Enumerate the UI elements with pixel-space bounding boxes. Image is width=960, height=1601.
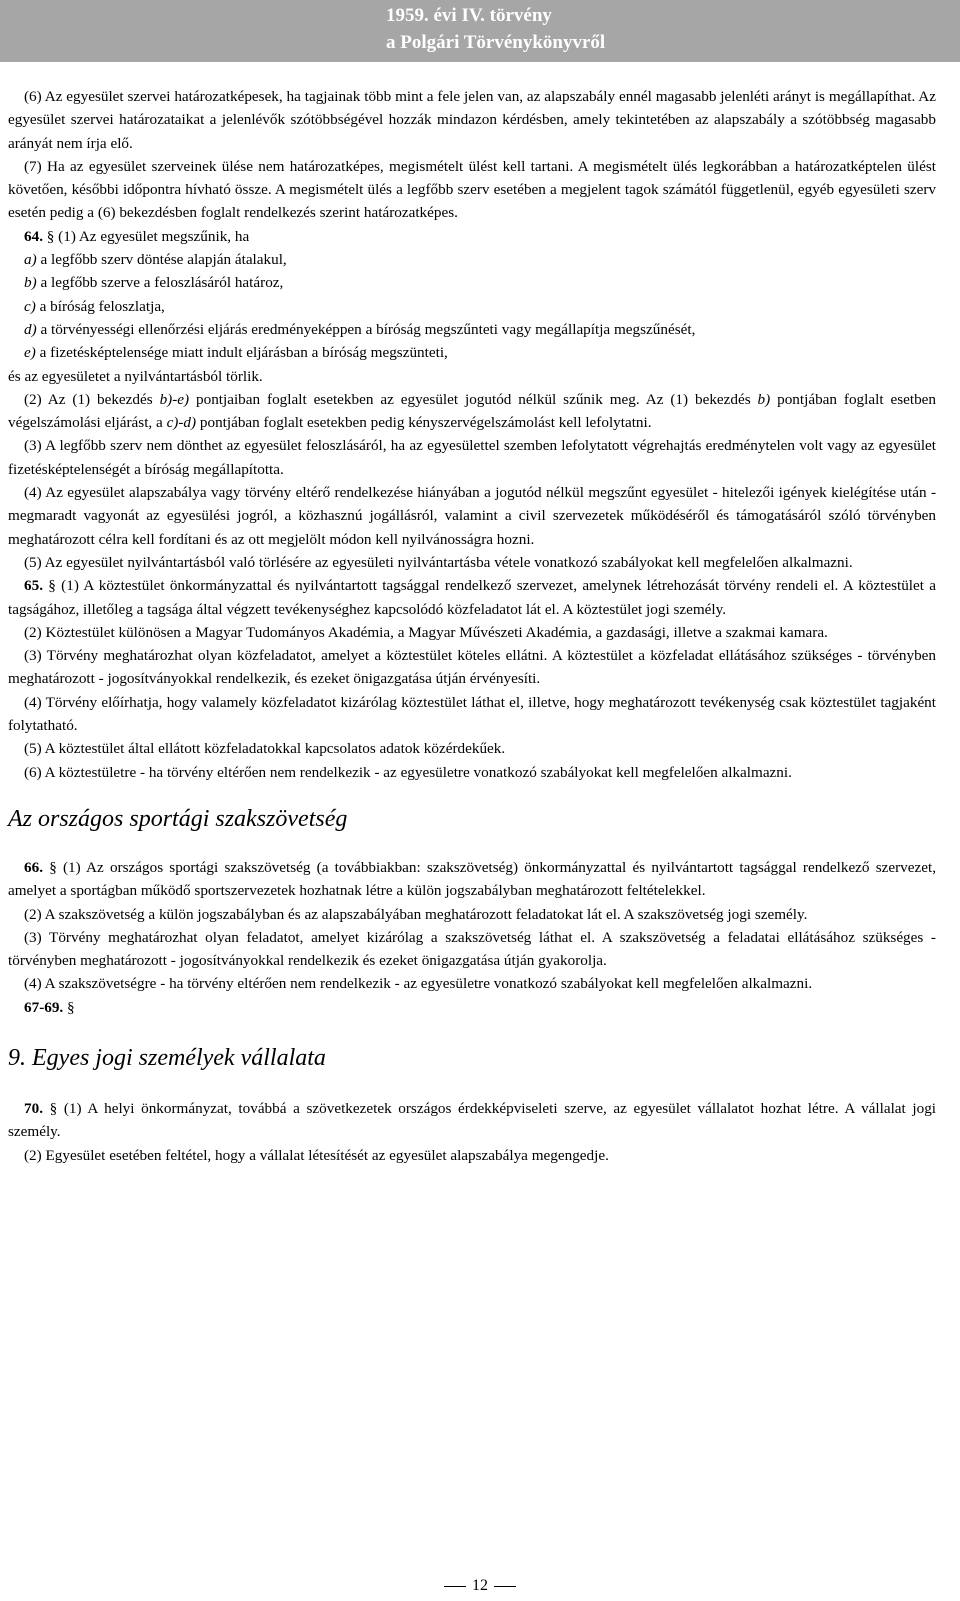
paragraph: (6) Az egyesület szervei határozatképesek, ha tagjainak több mint a fele jelen van, az alapszabály ennél magasabb jelenléti arányt is megállapíthat. Az egyesület szervei határozataikat a jelenlévők szótöbbségével hozzák mindazon kérdésben, amely tekintetében az alapszabály a szótöbbség magasabb arányát nem írja elő. — [8, 88, 936, 152]
list-item — [8, 248, 936, 271]
page-footer — [0, 1576, 960, 1596]
section-number: 65. — [24, 577, 43, 595]
paragraph: (3) Törvény meghatározhat olyan feladatot, amelyet kizárólag a szakszövetség láthat el. A szakszövetség a feladatai ellátásához szükséges - törvényben meghatározott - jogosítványokkal rendelkezik és ezeket önigazgatása útján gyakorolja. — [8, 928, 936, 970]
paragraph: (2) A szakszövetség a külön jogszabályban és az alapszabályában meghatározott feladatokat lát el. A szakszövetség jogi személy. — [24, 905, 808, 923]
section-70-para-1 — [8, 1097, 936, 1144]
section-64-para-2 — [8, 388, 936, 435]
section-number: 70. — [24, 1099, 43, 1117]
list-text: a legfőbb szerv döntése alapján átalakul, — [40, 251, 287, 269]
paragraph-text: (1) Az egyesület megszűnik, ha — [58, 227, 250, 245]
section-sign: § — [48, 577, 56, 595]
paragraph: (5) A köztestület által ellátott közfeladatokkal kapcsolatos adatok közérdekűek. — [24, 740, 506, 758]
list-item — [8, 271, 936, 294]
law-subtitle: a Polgári Törvénykönyvről — [386, 32, 606, 53]
section-sign: § — [67, 998, 75, 1016]
dash-right — [494, 1586, 516, 1587]
text-run: (2) Az (1) bekezdés — [24, 390, 160, 408]
text-run-italic: c)-d) — [166, 414, 197, 432]
section-sign: § — [46, 227, 55, 245]
paragraph: (2) Köztestület különösen a Magyar Tudományos Akadémia, a Magyar Művészeti Akadémia, a gazdasági, illetve a szakmai kamara. — [24, 623, 828, 641]
paragraph: (3) Törvény meghatározhat olyan közfeladatot, amelyet a köztestület köteles ellátni. A köztestület a közfeladat ellátásához szükséges - törvényben meghatározott - jogosítványokkal rendelkezik, és ezeket önigazgatása útján érvényesíti. — [8, 647, 936, 688]
list-item — [8, 318, 936, 341]
paragraph: (4) A szakszövetségre - ha törvény eltérően nem rendelkezik - az egyesületre vonatkozó szabályokat kell megfelelően alkalmazni. — [24, 975, 813, 993]
text-run: pontjában foglalt esetben végelszámolási eljárást, a — [8, 390, 936, 432]
section-heading: Az országos sportági szakszövetség — [8, 805, 348, 832]
list-marker: d) — [24, 320, 37, 338]
list-marker: a) — [24, 251, 37, 269]
paragraph: (2) Egyesület esetében feltétel, hogy a vállalat létesítését az egyesület alapszabálya megengedje. — [24, 1146, 609, 1164]
list-text: a legfőbb szerve a feloszlásáról határoz, — [40, 274, 284, 292]
page-number: 12 — [472, 1577, 488, 1594]
text-run-italic: b) — [757, 390, 771, 408]
chapter-heading: 9. Egyes jogi személyek vállalata — [8, 1044, 326, 1071]
section-66-para-1 — [8, 856, 936, 903]
paragraph-text: (1) A helyi önkormányzat, továbbá a szövetkezetek országos érdekképviseleti szerve, az egyesület vállalatot hozhat létre. A vállalat jogi személy. — [8, 1099, 937, 1141]
list-item — [8, 341, 936, 364]
section-number: 66. — [24, 858, 43, 876]
text-run: pontjaiban foglalt esetekben az egyesület jogutód nélkül szűnik meg. Az (1) bekezdés — [189, 390, 758, 408]
paragraph: és az egyesületet a nyilvántartásból törlik. — [8, 367, 263, 385]
list-text: a fizetésképtelensége miatt indult eljárásban a bíróság megszünteti, — [39, 344, 448, 362]
section-67-69 — [8, 996, 936, 1019]
list-item — [8, 295, 936, 318]
list-text: a bíróság feloszlatja, — [39, 297, 165, 315]
paragraph-text: (1) Az országos sportági szakszövetség (a továbbiakban: szakszövetség) önkormányzattal és nyilvántartott tagsággal rendelkező szervezet, amelyet a sportágban működő sportszervezetek hozhatnak létre a külön jogszabályban meghatározott feltételekkel. — [8, 858, 937, 900]
section-number: 64. — [24, 227, 43, 245]
section-sign: § — [49, 1099, 58, 1117]
document-header — [0, 0, 960, 62]
paragraph: (4) Törvény előírhatja, hogy valamely közfeladatot kizárólag köztestület láthat el, illetve, hogy meghatározott tevékenység csak köztestület tagjaként folytatható. — [8, 693, 936, 735]
list-marker: c) — [24, 297, 36, 315]
section-64-para-1 — [8, 225, 936, 248]
paragraph-text: (1) A köztestület önkormányzattal és nyilvántartott tagsággal rendelkező szervezet, amelynek létrehozását törvény rendeli el. A köztestület a tagságához, illetőleg a tagsága által végzett tevékenységhez kapcsolódó közfeladatot lát el. A köztestület jogi személy. — [8, 577, 937, 618]
section-sign: § — [49, 858, 57, 876]
dash-left — [444, 1586, 466, 1587]
document-body — [8, 85, 936, 1167]
law-title: 1959. évi IV. törvény — [386, 5, 552, 26]
section-65-para-1 — [8, 574, 936, 621]
paragraph: (7) Ha az egyesület szerveinek ülése nem határozatképes, megismételt ülést kell tartani. A megismételt ülés legkorábban a határozatképtelen ülést követően, későbbi időpontra hívható össze. A megismételt ülés a legfőbb szerv esetében a megjelent tagok számától függetlenül, egyéb egyesületi szerv esetén pedig a (6) bekezdésben foglalt rendelkezés szerint határozatképes. — [8, 157, 936, 222]
paragraph: (6) A köztestületre - ha törvény eltérően nem rendelkezik - az egyesületre vonatkozó szabályokat kell megfelelően alkalmazni. — [24, 763, 792, 781]
paragraph: (5) Az egyesület nyilvántartásból való törlésére az egyesületi nyilvántartásba vétele vonatkozó szabályokat kell megfelelően alkalmazni. — [24, 553, 853, 571]
section-number: 67-69. — [24, 998, 64, 1016]
list-text: a törvényességi ellenőrzési eljárás eredményeképpen a bíróság megszűnteti vagy megállapítja megszűnését, — [40, 320, 696, 338]
paragraph: (4) Az egyesület alapszabálya vagy törvény eltérő rendelkezése hiányában a jogutód nélkül megszűnt egyesület - hitelezői igények kielégítése után - megmaradt vagyonát az egyesülési jogról, a közhasznú jogállásról, valamint a civil szervezetek működéséről és támogatásáról szóló törvényben meghatározott célra kell fordítani és az ott megjelölt módon kell nyilvánosságra hozni. — [8, 484, 936, 548]
paragraph: (3) A legfőbb szerv nem dönthet az egyesület feloszlásáról, ha az egyesülettel szemben lefolytatott végrehajtás eredménytelen volt vagy az egyesület fizetésképtelenségét a bíróság megállapította. — [8, 437, 936, 478]
text-run-italic: b)-e) — [159, 390, 190, 408]
list-marker: e) — [24, 344, 36, 362]
list-marker: b) — [24, 274, 37, 292]
text-run: pontjában foglalt esetekben pedig kényszervégelszámolást kell lefolytatni. — [196, 414, 652, 432]
